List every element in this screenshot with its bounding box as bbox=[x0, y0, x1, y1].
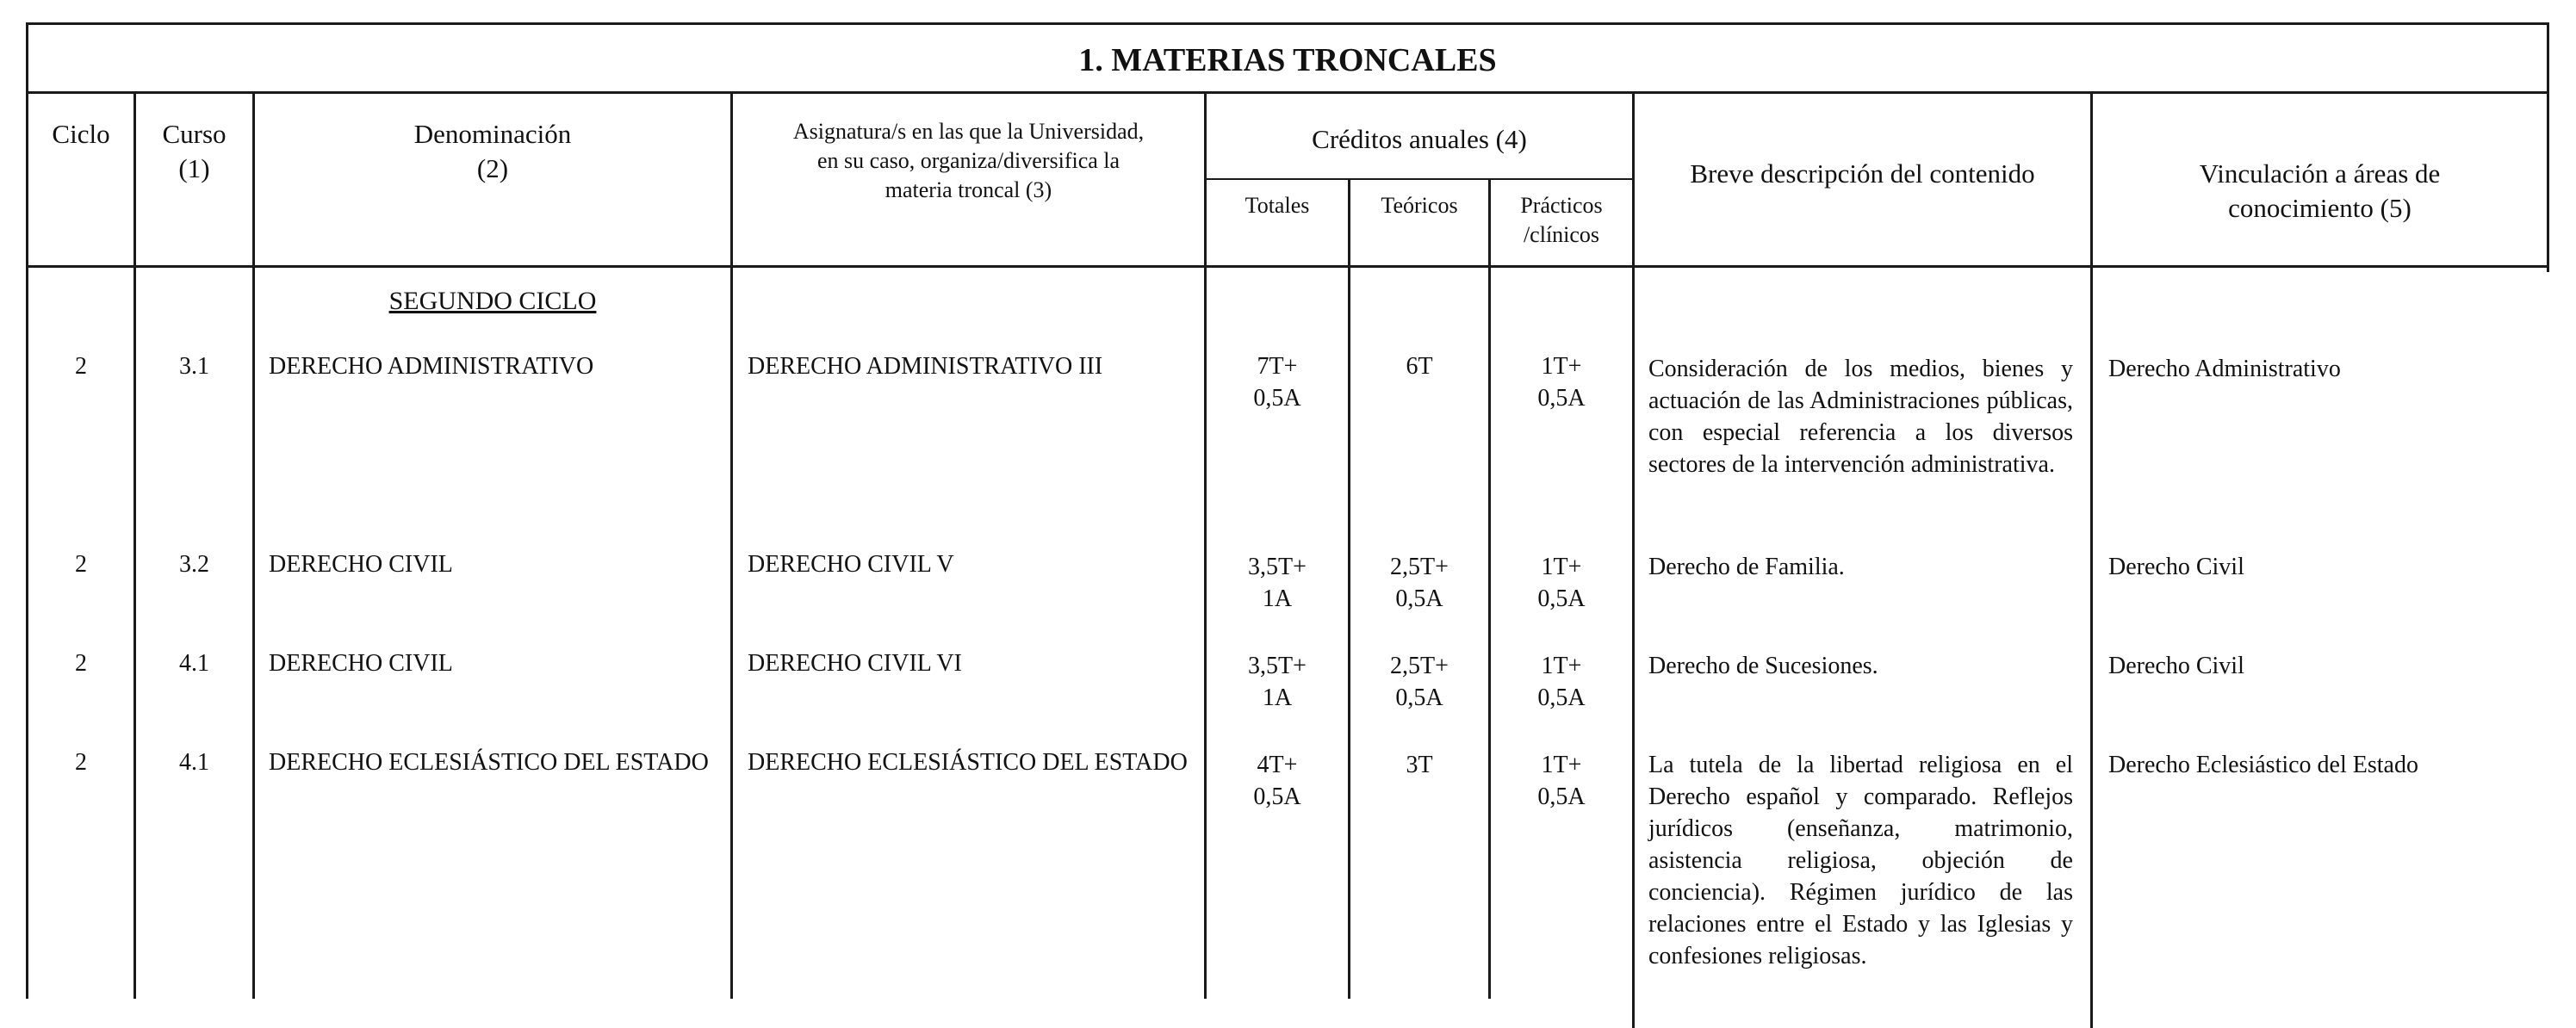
cell-teoricos-line2: 0,5A bbox=[1395, 684, 1443, 711]
cell-teoricos bbox=[1350, 749, 1488, 781]
header-curso-line1: Curso bbox=[162, 119, 227, 149]
header-practicos-line2: /clínicos bbox=[1523, 222, 1600, 247]
header-vinculacion-line1: Vinculación a áreas de bbox=[2199, 158, 2441, 189]
cell-practicos-line2: 0,5A bbox=[1537, 783, 1586, 810]
cell-teoricos-line1: 3T bbox=[1406, 752, 1433, 778]
creditos-subheader-divider bbox=[1206, 178, 1634, 180]
cell-totales-line2: 1A bbox=[1262, 585, 1293, 612]
cell-ciclo: 2 bbox=[75, 650, 87, 677]
cell-ciclo: 2 bbox=[75, 551, 87, 578]
cell-ciclo: 2 bbox=[75, 353, 87, 380]
cell-totales bbox=[1207, 350, 1348, 414]
cell-practicos-line2: 0,5A bbox=[1537, 385, 1586, 412]
header-denominacion bbox=[255, 117, 730, 186]
cell-teoricos bbox=[1350, 551, 1488, 615]
cell-totales bbox=[1207, 749, 1348, 813]
table-border-top bbox=[26, 22, 2549, 25]
cell-denominacion: DERECHO ECLESIÁSTICO DEL ESTADO bbox=[269, 749, 709, 776]
cell-totales bbox=[1207, 551, 1348, 615]
cell-descripcion: Derecho de Familia. bbox=[1648, 554, 1845, 580]
header-practicos bbox=[1491, 191, 1632, 250]
cell-totales-line2: 0,5A bbox=[1253, 385, 1301, 412]
cell-totales-line1: 7T+ bbox=[1257, 353, 1298, 380]
cell-vinculacion: Derecho Civil bbox=[2108, 554, 2244, 580]
cell-practicos-line1: 1T+ bbox=[1541, 752, 1582, 778]
header-vinculacion-line2: conocimiento (5) bbox=[2228, 193, 2412, 223]
cell-practicos-line2: 0,5A bbox=[1537, 585, 1586, 612]
cell-descripcion: La tutela de la libertad religiosa en el Derecho español y comparado. Reflejos jurídicos (enseñanza, matrimonio, asistencia religiosa, objeción de conciencia). Régimen jurídico de las relaciones entre el Estado y las Iglesias y confesiones religiosas. bbox=[1648, 752, 2073, 969]
header-ciclo: Ciclo bbox=[52, 119, 110, 149]
cell-teoricos bbox=[1350, 650, 1488, 714]
header-denominacion-line1: Denominación bbox=[413, 119, 572, 149]
cell-practicos bbox=[1491, 350, 1632, 414]
cell-vinculacion: Derecho Eclesiástico del Estado bbox=[2108, 752, 2418, 778]
cell-teoricos-line2: 0,5A bbox=[1395, 585, 1443, 612]
cell-curso: 4.1 bbox=[179, 650, 209, 677]
cell-practicos bbox=[1491, 749, 1632, 813]
header-asignatura-line2: en su caso, organiza/diversifica la bbox=[816, 148, 1120, 173]
header-divider bbox=[26, 265, 2549, 268]
cell-asignatura: DERECHO CIVIL VI bbox=[748, 650, 962, 677]
cell-practicos-line1: 1T+ bbox=[1541, 353, 1582, 380]
cell-totales-line1: 3,5T+ bbox=[1248, 653, 1307, 679]
cell-teoricos bbox=[1350, 350, 1488, 382]
cell-curso: 3.2 bbox=[179, 551, 209, 578]
header-totales: Totales bbox=[1245, 193, 1310, 218]
header-creditos: Créditos anuales (4) bbox=[1312, 124, 1527, 154]
cell-asignatura: DERECHO ECLESIÁSTICO DEL ESTADO bbox=[748, 749, 1188, 776]
cell-practicos-line1: 1T+ bbox=[1541, 653, 1582, 679]
cell-teoricos-line1: 6T bbox=[1406, 353, 1433, 380]
header-vinculacion bbox=[2093, 157, 2547, 226]
header-asignatura-line1: Asignatura/s en las que la Universidad, bbox=[792, 119, 1145, 144]
cell-totales-line2: 0,5A bbox=[1253, 783, 1301, 810]
cell-vinculacion: Derecho Civil bbox=[2108, 653, 2244, 679]
cell-totales-line1: 4T+ bbox=[1257, 752, 1298, 778]
col-divider-vinculacion bbox=[2090, 91, 2093, 1028]
cell-denominacion: DERECHO CIVIL bbox=[269, 650, 453, 677]
col-divider-totales bbox=[1204, 91, 1207, 999]
cell-descripcion: Consideración de los medios, bienes y actuación de las Administraciones públicas, con especial referencia a los diversos sectores de la intervención administrativa. bbox=[1648, 356, 2073, 478]
cell-asignatura: DERECHO ADMINISTRATIVO III bbox=[748, 353, 1103, 380]
title-divider bbox=[26, 91, 2549, 94]
cell-descripcion: Derecho de Sucesiones. bbox=[1648, 653, 1878, 679]
cell-practicos bbox=[1491, 650, 1632, 714]
page-title: 1. MATERIAS TRONCALES bbox=[1078, 42, 1497, 78]
cell-curso: 3.1 bbox=[179, 353, 209, 380]
header-descripcion: Breve descripción del contenido bbox=[1690, 158, 2035, 189]
col-divider-descripcion bbox=[1632, 91, 1635, 1028]
cell-totales-line1: 3,5T+ bbox=[1248, 554, 1307, 580]
cell-teoricos-line1: 2,5T+ bbox=[1390, 554, 1449, 580]
section-label: SEGUNDO CICLO bbox=[388, 287, 597, 315]
cell-teoricos-line1: 2,5T+ bbox=[1390, 653, 1449, 679]
header-asignatura-line3: materia troncal (3) bbox=[885, 177, 1052, 202]
cell-denominacion: DERECHO CIVIL bbox=[269, 551, 453, 578]
cell-practicos-line1: 1T+ bbox=[1541, 554, 1582, 580]
cell-totales-line2: 1A bbox=[1262, 684, 1293, 711]
cell-asignatura: DERECHO CIVIL V bbox=[748, 551, 954, 578]
header-practicos-line1: Prácticos bbox=[1520, 193, 1603, 218]
cell-practicos-line2: 0,5A bbox=[1537, 684, 1586, 711]
cell-practicos bbox=[1491, 551, 1632, 615]
col-divider-asignatura bbox=[730, 91, 733, 999]
cell-curso: 4.1 bbox=[179, 749, 209, 776]
header-teoricos: Teóricos bbox=[1381, 193, 1458, 218]
header-denominacion-line2: (2) bbox=[476, 153, 509, 183]
col-divider-denominacion bbox=[252, 91, 255, 999]
table-border-left bbox=[26, 22, 28, 999]
cell-totales bbox=[1207, 650, 1348, 714]
header-curso bbox=[136, 117, 252, 186]
header-asignatura bbox=[733, 117, 1204, 205]
cell-ciclo: 2 bbox=[75, 749, 87, 776]
header-curso-line2: (1) bbox=[178, 153, 210, 183]
cell-denominacion: DERECHO ADMINISTRATIVO bbox=[269, 353, 594, 380]
cell-vinculacion: Derecho Administrativo bbox=[2108, 356, 2341, 382]
col-divider-curso bbox=[133, 91, 136, 999]
